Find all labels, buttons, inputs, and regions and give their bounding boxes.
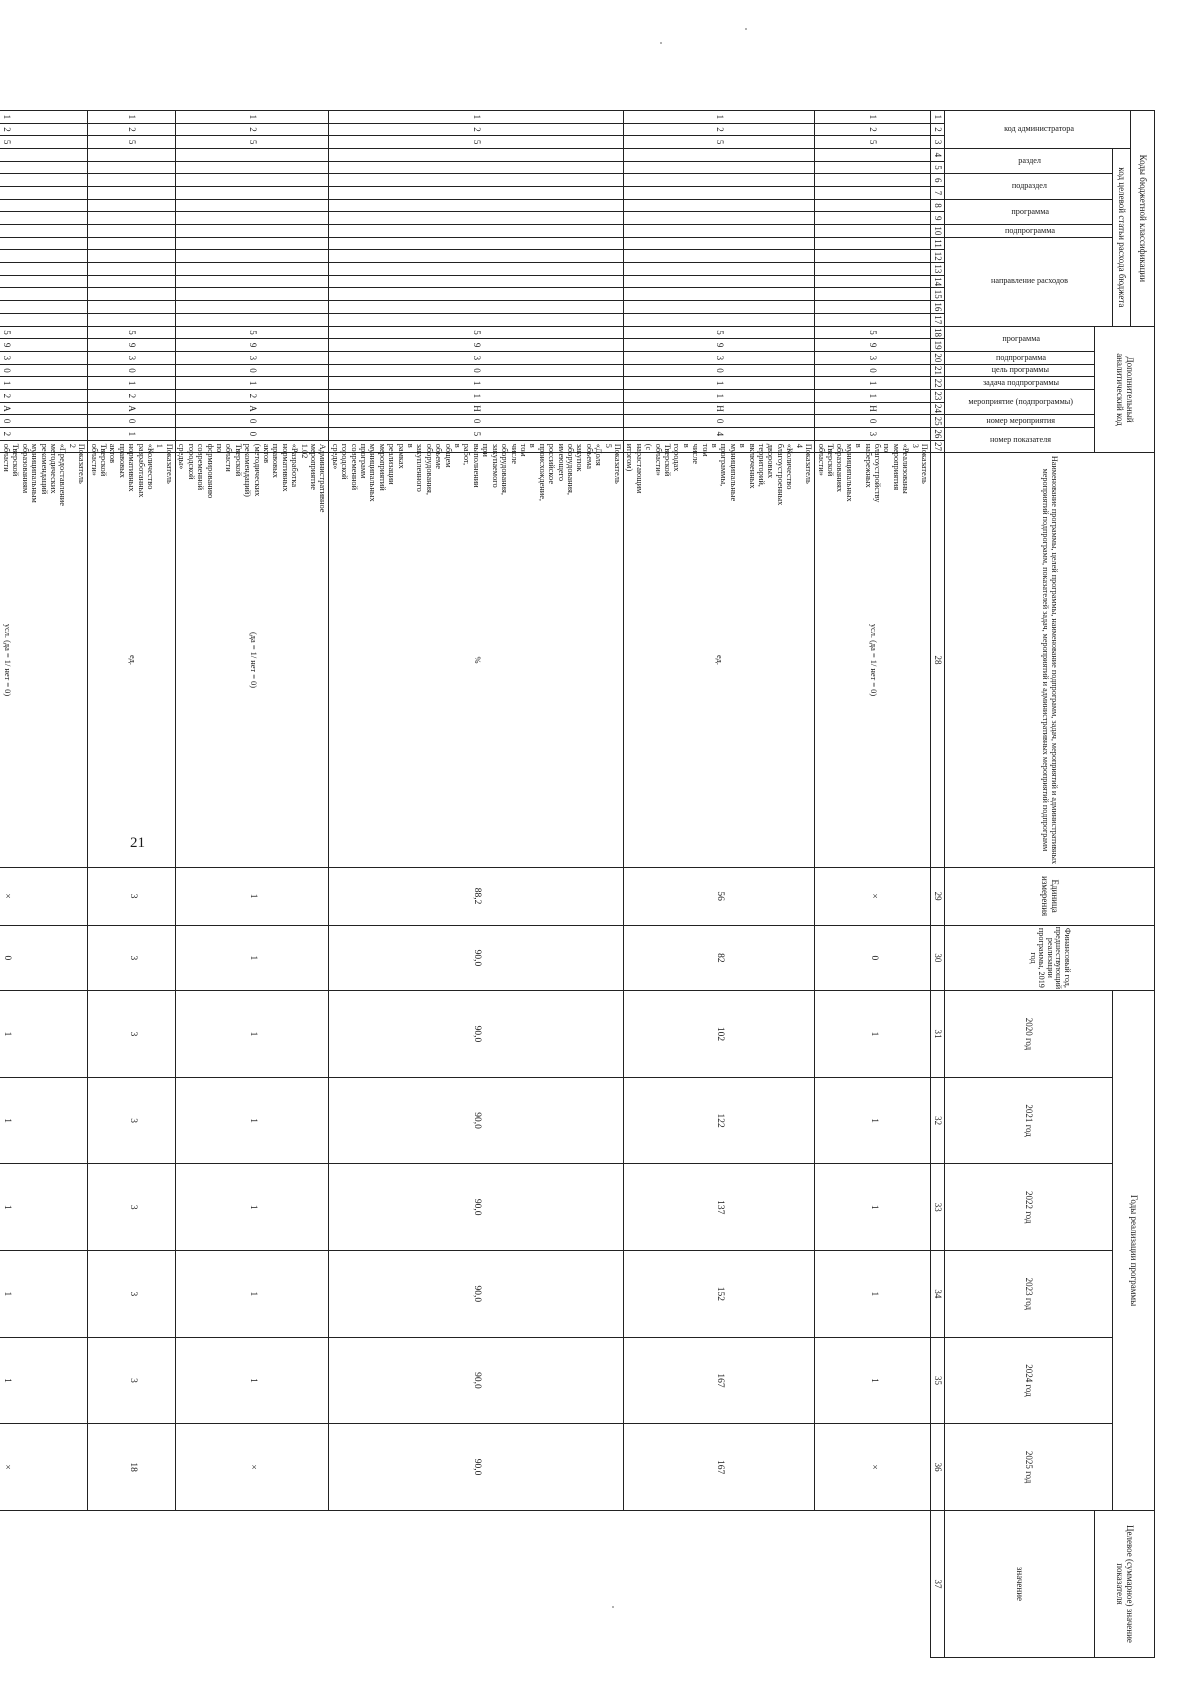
code-digit-cell — [0, 263, 88, 276]
code-digit-cell — [815, 225, 931, 238]
year-value-cell: 1 — [815, 1251, 931, 1338]
column-number: 35 — [931, 1337, 945, 1424]
column-number: 32 — [931, 1077, 945, 1164]
code-digit-cell — [88, 263, 176, 276]
unit-cell: усл. (да = 1/ нет = 0) — [0, 453, 88, 867]
code-digit-cell — [624, 174, 815, 187]
code-digit-cell — [175, 275, 329, 288]
code-digit-cell — [175, 225, 329, 238]
code-digit-cell — [0, 212, 88, 225]
admin-code-header: код администратора — [945, 111, 1131, 149]
year-value-cell: 3 — [88, 1251, 176, 1338]
kcsr-header: код целевой статьи расхода бюджета — [1113, 149, 1131, 327]
code-digit-cell: 2 — [624, 123, 815, 136]
column-number: 15 — [931, 288, 945, 301]
code-digit-cell: 5 — [175, 136, 329, 149]
code-digit-cell: 0 — [815, 415, 931, 428]
dop-meropriyatie-header: мероприятие (подпрограммы) — [945, 390, 1095, 415]
code-digit-cell — [815, 288, 931, 301]
column-number: 36 — [931, 1424, 945, 1511]
code-digit-cell — [815, 212, 931, 225]
code-digit-cell: 1 — [0, 111, 88, 124]
code-digit-cell: 3 — [329, 351, 624, 364]
target-value-cell: 90,0 — [329, 1424, 624, 1511]
code-digit-cell: 1 — [624, 377, 815, 390]
code-digit-cell — [88, 161, 176, 174]
code-digit-cell: 2 — [88, 123, 176, 136]
code-digit-cell: 2 — [175, 390, 329, 403]
year-2024-header: 2024 год — [945, 1337, 1113, 1424]
column-number: 37 — [931, 1510, 945, 1657]
program-years-header: Годы реализации программы — [1113, 991, 1155, 1511]
year-value-cell: 3 — [88, 1337, 176, 1424]
code-digit-cell — [624, 212, 815, 225]
column-number: 25 — [931, 415, 945, 428]
code-digit-cell: 1 — [175, 377, 329, 390]
rotated-page-content — [2, 110, 1155, 1658]
code-digit-cell: 0 — [329, 415, 624, 428]
code-digit-cell — [175, 161, 329, 174]
table-row — [0, 111, 88, 1658]
table-row — [88, 111, 176, 1658]
year-value-cell: 1 — [175, 1251, 329, 1338]
code-digit-cell — [815, 187, 931, 200]
code-digit-cell: 1 — [88, 428, 176, 441]
column-number: 30 — [931, 925, 945, 991]
code-digit-cell — [0, 199, 88, 212]
unit-header: Единица измерения — [945, 867, 1155, 925]
year-value-cell: 1 — [0, 991, 88, 1078]
code-digit-cell — [0, 250, 88, 263]
year-value-cell: 90,0 — [329, 1251, 624, 1338]
column-number: 6 — [931, 174, 945, 187]
year-value-cell: 3 — [88, 925, 176, 991]
code-digit-cell: 5 — [175, 326, 329, 339]
code-digit-cell: 1 — [815, 377, 931, 390]
code-digit-cell — [624, 237, 815, 250]
year-value-cell: 82 — [624, 925, 815, 991]
code-digit-cell — [329, 275, 624, 288]
code-digit-cell — [624, 301, 815, 314]
column-number: 11 — [931, 237, 945, 250]
code-digit-cell — [815, 237, 931, 250]
code-digit-cell — [815, 313, 931, 326]
code-digit-cell: Н — [815, 402, 931, 415]
target-value-cell: 18 — [88, 1424, 176, 1511]
base-year-cell: 88,2 — [329, 867, 624, 925]
column-number: 7 — [931, 187, 945, 200]
code-digit-cell — [175, 288, 329, 301]
code-digit-cell — [0, 225, 88, 238]
code-digit-cell: 0 — [0, 364, 88, 377]
code-digit-cell — [0, 161, 88, 174]
code-digit-cell — [624, 161, 815, 174]
code-digit-cell: 1 — [815, 390, 931, 403]
code-digit-cell — [329, 212, 624, 225]
column-number: 10 — [931, 225, 945, 238]
code-digit-cell — [329, 161, 624, 174]
code-digit-cell: 0 — [175, 428, 329, 441]
code-digit-cell: 0 — [624, 415, 815, 428]
column-number: 31 — [931, 991, 945, 1078]
code-digit-cell — [815, 250, 931, 263]
code-digit-cell: 5 — [88, 326, 176, 339]
code-digit-cell: 5 — [624, 326, 815, 339]
year-value-cell: 1 — [175, 991, 329, 1078]
column-number: 22 — [931, 377, 945, 390]
column-number: 28 — [931, 453, 945, 867]
column-number: 24 — [931, 402, 945, 415]
year-value-cell: 3 — [88, 1164, 176, 1251]
code-digit-cell — [0, 174, 88, 187]
code-digit-cell: 9 — [0, 339, 88, 352]
code-digit-cell: 2 — [815, 123, 931, 136]
code-digit-cell: 9 — [624, 339, 815, 352]
year-value-cell: 90,0 — [329, 1337, 624, 1424]
column-number: 14 — [931, 275, 945, 288]
column-number: 21 — [931, 364, 945, 377]
code-digit-cell: А — [88, 402, 176, 415]
code-digit-cell: 2 — [329, 123, 624, 136]
base-year-cell: 3 — [88, 867, 176, 925]
code-digit-cell: 5 — [815, 326, 931, 339]
code-digit-cell — [329, 288, 624, 301]
code-digit-cell: 0 — [88, 415, 176, 428]
year-value-cell: 1 — [175, 925, 329, 991]
code-digit-cell: 5 — [815, 136, 931, 149]
programma-header: программа — [945, 199, 1113, 224]
code-digit-cell: 2 — [0, 123, 88, 136]
base-year-cell: × — [0, 867, 88, 925]
code-digit-cell: 1 — [88, 111, 176, 124]
year-value-cell: 1 — [815, 1337, 931, 1424]
code-digit-cell — [329, 301, 624, 314]
code-digit-cell — [815, 174, 931, 187]
page-number: 21 — [130, 835, 145, 851]
dop-programma-header: программа — [945, 326, 1095, 351]
code-digit-cell: 3 — [175, 351, 329, 364]
program-indicators-table — [0, 110, 1155, 1658]
code-digit-cell: 2 — [0, 428, 88, 441]
dop-nomer-pok-header: номер показателя — [945, 428, 1095, 453]
code-digit-cell: 9 — [88, 339, 176, 352]
dop-zadacha-header: задача подпрограммы — [945, 377, 1095, 390]
column-number: 17 — [931, 313, 945, 326]
code-digit-cell — [329, 174, 624, 187]
code-digit-cell: 3 — [0, 351, 88, 364]
column-number: 3 — [931, 136, 945, 149]
year-value-cell: 90,0 — [329, 1164, 624, 1251]
column-number: 4 — [931, 149, 945, 162]
year-2020-header: 2020 год — [945, 991, 1113, 1078]
code-digit-cell: А — [0, 402, 88, 415]
code-digit-cell — [175, 187, 329, 200]
code-digit-cell — [88, 250, 176, 263]
year-value-cell: 137 — [624, 1164, 815, 1251]
podrazdel-header: подраздел — [945, 174, 1113, 199]
code-digit-cell — [0, 288, 88, 301]
code-digit-cell: 5 — [329, 326, 624, 339]
target-value-cell: × — [175, 1424, 329, 1511]
year-value-cell: 0 — [0, 925, 88, 991]
code-digit-cell — [0, 187, 88, 200]
column-number: 20 — [931, 351, 945, 364]
column-number: 19 — [931, 339, 945, 352]
code-digit-cell: 2 — [175, 123, 329, 136]
table-row — [329, 111, 624, 1658]
code-digit-cell — [815, 275, 931, 288]
year-2021-header: 2021 год — [945, 1077, 1113, 1164]
code-digit-cell: 0 — [0, 415, 88, 428]
code-digit-cell — [175, 212, 329, 225]
year-value-cell: 1 — [0, 1077, 88, 1164]
code-digit-cell — [88, 187, 176, 200]
column-number: 8 — [931, 199, 945, 212]
code-digit-cell: 0 — [815, 364, 931, 377]
code-digit-cell: 1 — [329, 377, 624, 390]
code-digit-cell: 5 — [329, 136, 624, 149]
code-digit-cell: 3 — [815, 428, 931, 441]
row-description: Показатель 3 «Реализованы мероприятия по благоустройству набережных в муниципальных образованиях Тверской области» — [815, 440, 931, 453]
code-digit-cell: 1 — [88, 377, 176, 390]
year-value-cell: 1 — [815, 1164, 931, 1251]
code-digit-cell — [88, 313, 176, 326]
year-2023-header: 2023 год — [945, 1251, 1113, 1338]
code-digit-cell: 2 — [0, 390, 88, 403]
code-digit-cell: 9 — [815, 339, 931, 352]
dop-podprogramma-header: подпрограмма — [945, 351, 1095, 364]
unit-cell: ед. — [88, 453, 176, 867]
year-value-cell: 122 — [624, 1077, 815, 1164]
code-digit-cell: 3 — [624, 351, 815, 364]
code-digit-cell: Н — [329, 402, 624, 415]
column-number: 34 — [931, 1251, 945, 1338]
code-digit-cell: 9 — [329, 339, 624, 352]
table-row — [175, 111, 329, 1658]
year-value-cell: 90,0 — [329, 925, 624, 991]
code-digit-cell: 0 — [175, 415, 329, 428]
year-value-cell: 1 — [175, 1164, 329, 1251]
column-number: 9 — [931, 212, 945, 225]
table-row — [815, 111, 931, 1658]
column-number: 29 — [931, 867, 945, 925]
year-value-cell: 1 — [175, 1077, 329, 1164]
target-value-cell: × — [0, 1424, 88, 1511]
column-number: 27 — [931, 440, 945, 453]
napravlenie-header: направление расходов — [945, 237, 1113, 326]
code-digit-cell: 1 — [624, 111, 815, 124]
code-digit-cell — [0, 313, 88, 326]
code-digit-cell: 3 — [88, 351, 176, 364]
base-year-header: Финансовый год, предшествующий реализации программы, 2019 год — [945, 925, 1155, 991]
column-number: 26 — [931, 428, 945, 441]
column-number: 1 — [931, 111, 945, 124]
unit-cell: % — [329, 453, 624, 867]
year-value-cell: 1 — [815, 991, 931, 1078]
code-digit-cell — [329, 250, 624, 263]
row-description: Показатель 1 «Количество разработанных нормативных правовых актов Тверской области» — [88, 440, 176, 453]
code-digit-cell — [175, 301, 329, 314]
row-description: Показатель 2 «Предоставление методических рекомендаций муниципальным образованиям Тверской области — [0, 440, 88, 453]
table-row — [624, 111, 815, 1658]
code-digit-cell — [815, 263, 931, 276]
code-digit-cell: 5 — [624, 136, 815, 149]
code-digit-cell — [88, 275, 176, 288]
code-digit-cell — [624, 288, 815, 301]
code-digit-cell — [175, 237, 329, 250]
code-digit-cell — [175, 263, 329, 276]
code-digit-cell — [624, 225, 815, 238]
year-value-cell: 1 — [175, 1337, 329, 1424]
year-value-cell: 90,0 — [329, 1077, 624, 1164]
code-digit-cell — [815, 301, 931, 314]
year-value-cell: 3 — [88, 991, 176, 1078]
column-number: 23 — [931, 390, 945, 403]
code-digit-cell: 0 — [88, 364, 176, 377]
code-digit-cell — [175, 199, 329, 212]
code-digit-cell — [815, 199, 931, 212]
column-number: 5 — [931, 161, 945, 174]
unit-cell: ед. — [624, 453, 815, 867]
code-digit-cell — [329, 263, 624, 276]
code-digit-cell — [329, 313, 624, 326]
code-digit-cell: 5 — [88, 136, 176, 149]
code-digit-cell: 5 — [0, 136, 88, 149]
code-digit-cell: 1 — [175, 111, 329, 124]
year-value-cell: 1 — [0, 1164, 88, 1251]
code-digit-cell — [624, 263, 815, 276]
year-value-cell: 90,0 — [329, 991, 624, 1078]
year-value-cell: 1 — [815, 1077, 931, 1164]
year-2025-header: 2025 год — [945, 1424, 1113, 1511]
name-header: Наименование программы, целей программы, наименование подпрограмм, задач, мероприятий и административных мероприятий подпрограмм, показателей задач, мероприятий и административных мероприятий подпрограмм — [945, 453, 1155, 867]
code-digit-cell — [815, 149, 931, 162]
column-number: 16 — [931, 301, 945, 314]
year-value-cell: 102 — [624, 991, 815, 1078]
razdel-header: раздел — [945, 149, 1113, 174]
code-digit-cell — [175, 149, 329, 162]
code-digit-cell — [0, 237, 88, 250]
year-value-cell: 152 — [624, 1251, 815, 1338]
code-digit-cell — [88, 301, 176, 314]
column-number: 2 — [931, 123, 945, 136]
column-number: 13 — [931, 263, 945, 276]
target-value-cell: 167 — [624, 1424, 815, 1511]
row-description: Административное мероприятие 1.02 «Разработка нормативных правовых актов (методических рекомендаций) Тверской области по формированию современной городской среды» — [175, 440, 329, 453]
code-digit-cell — [329, 237, 624, 250]
budget-codes-header: Коды бюджетной классификации — [1131, 111, 1155, 327]
code-digit-cell: 1 — [815, 111, 931, 124]
code-digit-cell: Н — [624, 402, 815, 415]
code-digit-cell: 1 — [329, 390, 624, 403]
code-digit-cell — [624, 149, 815, 162]
code-digit-cell — [329, 225, 624, 238]
year-2022-header: 2022 год — [945, 1164, 1113, 1251]
base-year-cell: 56 — [624, 867, 815, 925]
unit-cell: (да = 1/ нет = 0) — [175, 453, 329, 867]
dop-cel-header: цель программы — [945, 364, 1095, 377]
code-digit-cell: 0 — [329, 364, 624, 377]
row-description: Показатель 5 «Доля объема закупок оборудования, имеющего российское происхождение, в том числе оборудования, закупаемого при выполнении работ, в общем объеме оборудования, закупленного в рамках реализации мероприятий муниципальных программ современной городской среды» — [329, 440, 624, 453]
unit-cell: усл. (да = 1/ нет = 0) — [815, 453, 931, 867]
code-digit-cell — [624, 199, 815, 212]
year-value-cell: 0 — [815, 925, 931, 991]
code-digit-cell: 4 — [624, 428, 815, 441]
target-header: Целевое (суммарное) значение показателя — [1095, 1510, 1155, 1657]
code-digit-cell: 3 — [815, 351, 931, 364]
column-number: 18 — [931, 326, 945, 339]
code-digit-cell — [175, 250, 329, 263]
code-digit-cell — [175, 313, 329, 326]
year-value-cell: 3 — [88, 1077, 176, 1164]
year-value-cell: 167 — [624, 1337, 815, 1424]
scan-speck — [745, 28, 747, 30]
base-year-cell: 1 — [175, 867, 329, 925]
code-digit-cell — [88, 225, 176, 238]
year-value-cell: 1 — [0, 1337, 88, 1424]
column-number: 12 — [931, 250, 945, 263]
code-digit-cell — [175, 174, 329, 187]
code-digit-cell — [329, 187, 624, 200]
column-number-row — [931, 111, 945, 1658]
code-digit-cell: 1 — [0, 377, 88, 390]
code-digit-cell: 1 — [624, 390, 815, 403]
target-value-cell: × — [815, 1424, 931, 1511]
code-digit-cell — [624, 187, 815, 200]
code-digit-cell — [0, 275, 88, 288]
code-digit-cell: 9 — [175, 339, 329, 352]
code-digit-cell: 1 — [329, 111, 624, 124]
year-value-cell: 1 — [0, 1251, 88, 1338]
target-value-header: значение — [945, 1510, 1095, 1657]
code-digit-cell — [624, 250, 815, 263]
dop-nomer-header: номер мероприятия — [945, 415, 1095, 428]
code-digit-cell — [88, 288, 176, 301]
code-digit-cell: 5 — [0, 326, 88, 339]
code-digit-cell — [329, 149, 624, 162]
code-digit-cell — [329, 199, 624, 212]
code-digit-cell — [0, 301, 88, 314]
scan-speck — [660, 42, 662, 44]
code-digit-cell: 5 — [329, 428, 624, 441]
base-year-cell: × — [815, 867, 931, 925]
code-digit-cell: А — [175, 402, 329, 415]
extra-code-header: Дополнительный аналитический код — [1095, 326, 1155, 453]
code-digit-cell: 0 — [175, 364, 329, 377]
code-digit-cell — [0, 149, 88, 162]
column-number: 33 — [931, 1164, 945, 1251]
code-digit-cell: 0 — [624, 364, 815, 377]
code-digit-cell — [815, 161, 931, 174]
row-description: Показатель 4 «Количество благоустроенных дворовых территорий, включенных в муниципальные программы, в том числе в городах Тверской области» (с нарастающим итогом) — [624, 440, 815, 453]
code-digit-cell — [624, 275, 815, 288]
podprogramma-header: подпрограмма — [945, 225, 1113, 238]
code-digit-cell — [88, 212, 176, 225]
code-digit-cell — [88, 174, 176, 187]
code-digit-cell — [88, 199, 176, 212]
code-digit-cell: 2 — [88, 390, 176, 403]
code-digit-cell — [624, 313, 815, 326]
code-digit-cell — [88, 237, 176, 250]
code-digit-cell — [88, 149, 176, 162]
